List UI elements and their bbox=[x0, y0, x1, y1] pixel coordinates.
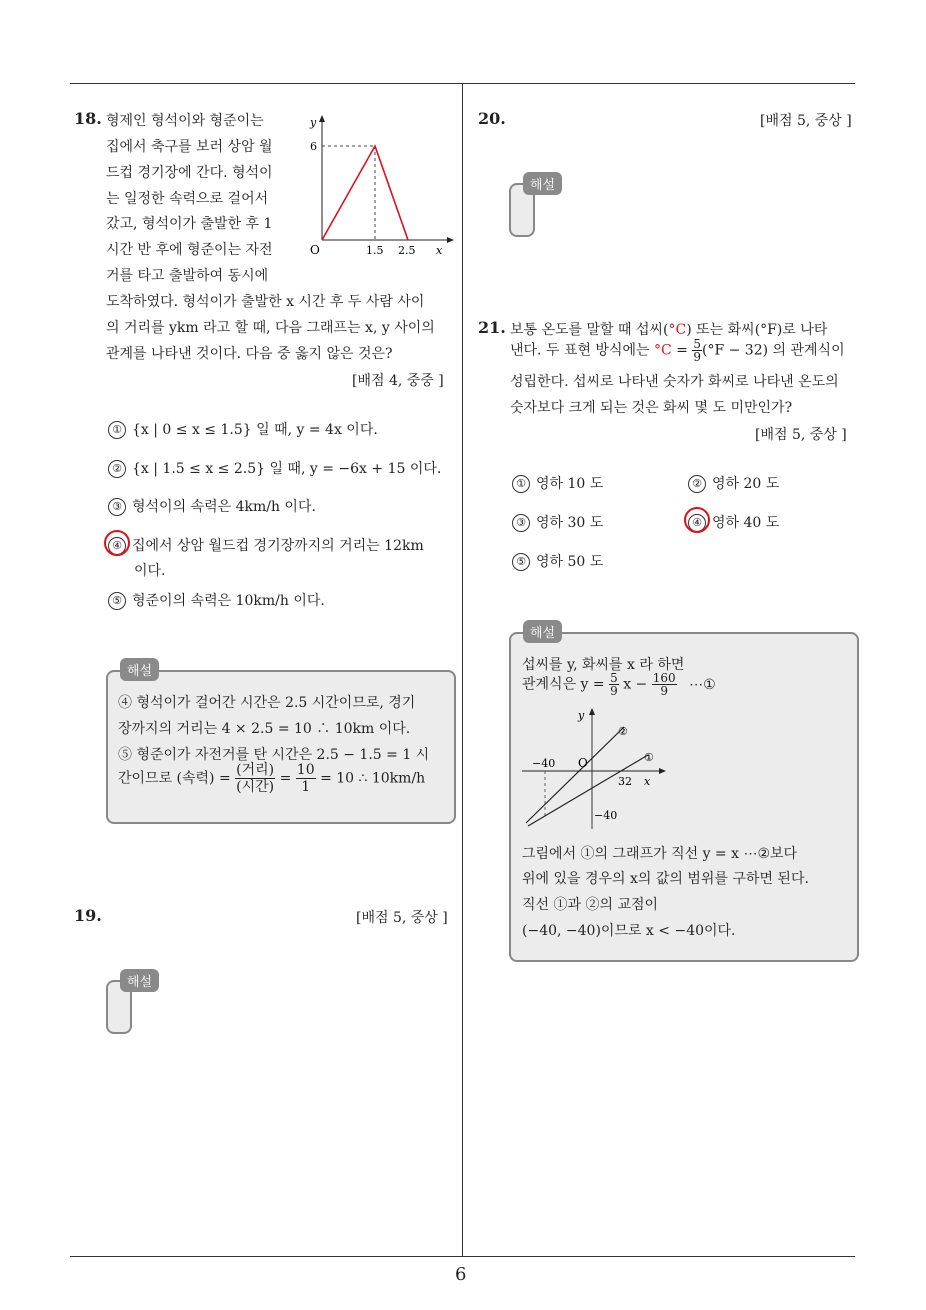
q21-line-1 bbox=[510, 319, 827, 339]
q18-option-1[interactable] bbox=[108, 419, 378, 439]
q18-line-1: 형제인 형석이와 형준이는 bbox=[106, 113, 264, 129]
q18-line-9: 의 거리를 ykm 라고 할 때, 다음 그래프는 x, y 사이의 bbox=[106, 320, 435, 336]
q21-sol-line-2a: 관계식은 y = bbox=[522, 676, 605, 693]
q20-score: [배점 5, 중상 ] bbox=[760, 113, 852, 129]
q21-line-2b: (°F − 32) 의 관계식이 bbox=[701, 342, 845, 359]
q18-solution-line-1: ④ 형석이가 걸어간 시간은 2.5 시간이므로, 경기 bbox=[118, 695, 416, 711]
q21-option-4-text: 영하 40 도 bbox=[712, 515, 780, 531]
q21-graph-origin: O bbox=[578, 756, 588, 770]
q21-line-1b: ) 또는 화씨(°F)로 나타 bbox=[686, 322, 828, 338]
q18-option-4-cont: 이다. bbox=[134, 563, 166, 579]
q18-graph bbox=[298, 112, 458, 264]
q20-solution-tag: 해설 bbox=[523, 172, 562, 195]
q18-graph-x-label: x bbox=[436, 244, 443, 257]
column-divider bbox=[462, 83, 463, 1257]
q21-line-1-celsius: °C bbox=[668, 322, 687, 338]
q18-solution-tag: 해설 bbox=[120, 658, 159, 681]
q21-solution-line-4: 위에 있을 경우의 x의 값의 범위를 구하면 된다. bbox=[522, 871, 809, 887]
q21-number: 21. bbox=[478, 318, 506, 337]
q21-graph-x32: 32 bbox=[618, 775, 632, 788]
q18-option-5-text: 형준이의 속력은 10km/h 이다. bbox=[132, 593, 325, 609]
q21-answer-mark bbox=[684, 507, 710, 533]
q18-option-2-text: {x | 1.5 ≤ x ≤ 2.5} 일 때, y = −6x + 15 이다. bbox=[132, 461, 442, 477]
q21-option-4-mark: ④ bbox=[688, 514, 706, 532]
q18-line-5: 갔고, 형석이가 출발한 후 1 bbox=[106, 216, 273, 232]
q21-graph bbox=[518, 705, 668, 833]
q18-solution-eq: = bbox=[279, 770, 292, 787]
q21-solution-tag: 해설 bbox=[523, 620, 562, 643]
q21-option-1-text: 영하 10 도 bbox=[536, 476, 604, 492]
q18-option-5-mark: ⑤ bbox=[108, 592, 126, 610]
q18-option-2-mark: ② bbox=[108, 460, 126, 478]
q18-frac-2-den: 1 bbox=[301, 779, 311, 795]
q18-line-4: 는 일정한 속력으로 걸어서 bbox=[106, 191, 269, 207]
q18-score: [배점 4, 중중 ] bbox=[352, 373, 444, 389]
q18-option-3[interactable] bbox=[108, 496, 316, 516]
q18-option-2[interactable] bbox=[108, 458, 441, 478]
q21-option-1[interactable] bbox=[512, 473, 603, 493]
q21-sol-frac-2-den: 9 bbox=[660, 684, 668, 698]
q21-graph-line-2-label: ② bbox=[618, 725, 628, 738]
q21-frac-den: 9 bbox=[693, 350, 701, 364]
q18-graph-x-tick-2: 2.5 bbox=[398, 244, 416, 257]
q20-number: 20. bbox=[478, 109, 506, 128]
q18-solution-frac-2 bbox=[296, 762, 316, 795]
q18-solution-line-3: ⑤ 형준이가 자전거를 탄 시간은 2.5 − 1.5 = 1 시 bbox=[118, 747, 430, 763]
q18-option-4[interactable] bbox=[108, 535, 424, 555]
q21-sol-frac-1-num: 5 bbox=[610, 671, 618, 685]
q21-option-1-mark: ① bbox=[512, 475, 530, 493]
q21-solution-line-2 bbox=[522, 672, 716, 697]
q21-graph-x-label: x bbox=[644, 775, 651, 788]
q18-graph-x-tick-1: 1.5 bbox=[366, 244, 384, 257]
q21-graph-y-label: y bbox=[578, 709, 585, 722]
page-number: 6 bbox=[455, 1264, 467, 1285]
q21-line-4: 숫자보다 크게 되는 것은 화씨 몇 도 미만인가? bbox=[510, 400, 793, 416]
q18-option-3-text: 형석이의 속력은 4km/h 이다. bbox=[132, 499, 316, 515]
q21-option-2-text: 영하 20 도 bbox=[712, 476, 780, 492]
q21-line-3: 성립한다. 섭씨로 나타낸 숫자가 화씨로 나타낸 온도의 bbox=[510, 374, 839, 390]
q21-line-2a: 낸다. 두 표현 방식에는 bbox=[510, 342, 650, 359]
q18-line-8: 도착하였다. 형석이가 출발한 x 시간 후 두 사람 사이 bbox=[106, 294, 425, 310]
q21-line-2-eq: = bbox=[676, 342, 688, 359]
q18-option-4-mark: ④ bbox=[108, 537, 126, 555]
q18-option-5[interactable] bbox=[108, 590, 325, 610]
q18-solution-line-2: 장까지의 거리는 4 × 2.5 = 10 ∴ 10km 이다. bbox=[118, 721, 411, 737]
q18-line-2: 집에서 축구를 보러 상암 월 bbox=[106, 139, 273, 155]
q21-sol-frac-2 bbox=[652, 672, 677, 697]
q21-option-2[interactable] bbox=[688, 473, 779, 493]
q18-graph-y-label: y bbox=[310, 116, 317, 129]
q21-solution-line-5: 직선 ①과 ②의 교점이 bbox=[522, 897, 659, 913]
q18-line-6: 시간 반 후에 형준이는 자전 bbox=[106, 242, 273, 258]
q18-line-3: 드컵 경기장에 간다. 형석이 bbox=[106, 165, 273, 181]
q21-graph-line-1-label: ① bbox=[644, 751, 654, 764]
q21-graph-neg40-y: −40 bbox=[594, 809, 618, 822]
q18-frac-1-den: (시간) bbox=[236, 779, 275, 795]
q18-graph-y-tick: 6 bbox=[310, 140, 317, 153]
q21-sol-frac-2-num: 160 bbox=[652, 671, 676, 685]
q21-option-5-mark: ⑤ bbox=[512, 553, 530, 571]
q21-sol-line-2b: x − bbox=[623, 676, 648, 693]
q18-option-3-mark: ③ bbox=[108, 498, 126, 516]
q18-line-7: 거를 타고 출발하여 동시에 bbox=[106, 268, 269, 284]
q18-option-1-text: {x | 0 ≤ x ≤ 1.5} 일 때, y = 4x 이다. bbox=[132, 422, 378, 438]
q18-solution-frac-1 bbox=[235, 762, 275, 795]
q21-sol-frac-1-den: 9 bbox=[610, 684, 618, 698]
q18-answer-mark bbox=[104, 530, 130, 556]
q21-line-1a: 보통 온도를 말할 때 섭씨( bbox=[510, 322, 669, 338]
q18-frac-2-num: 10 bbox=[296, 762, 315, 778]
q18-number: 18. bbox=[74, 109, 102, 128]
q21-frac-num: 5 bbox=[693, 337, 701, 351]
q21-sol-frac-1 bbox=[609, 672, 619, 697]
q21-line-2-frac bbox=[692, 338, 702, 363]
q18-solution-speed-label: 간이므로 (속력) = bbox=[118, 770, 231, 787]
q21-option-2-mark: ② bbox=[688, 475, 706, 493]
q21-option-3[interactable] bbox=[512, 512, 603, 532]
q21-line-2-celsius: °C bbox=[653, 342, 672, 359]
q21-graph-neg40-x: −40 bbox=[532, 757, 556, 770]
q21-option-3-mark: ③ bbox=[512, 514, 530, 532]
q21-score: [배점 5, 중상 ] bbox=[755, 427, 847, 443]
q21-solution-line-3: 그림에서 ①의 그래프가 직선 y = x ⋯②보다 bbox=[522, 846, 798, 862]
q19-solution-tag: 해설 bbox=[120, 969, 159, 992]
q18-frac-1-num: (거리) bbox=[236, 762, 275, 778]
q18-option-4-text: 집에서 상암 월드컵 경기장까지의 거리는 12km bbox=[132, 538, 424, 554]
q18-line-10: 관계를 나타낸 것이다. 다음 중 옳지 않은 것은? bbox=[106, 346, 393, 362]
q21-option-5[interactable] bbox=[512, 551, 603, 571]
q21-solution-line-6: (−40, −40)이므로 x < −40이다. bbox=[522, 923, 736, 939]
q21-solution-line-1: 섭씨를 y, 화씨를 x 라 하면 bbox=[522, 657, 685, 673]
q18-solution-line-4 bbox=[118, 762, 425, 795]
q21-sol-line-2c: ⋯① bbox=[689, 676, 716, 693]
q18-option-1-mark: ① bbox=[108, 421, 126, 439]
q21-option-5-text: 영하 50 도 bbox=[536, 554, 604, 570]
q18-graph-origin: O bbox=[310, 243, 320, 257]
q21-option-3-text: 영하 30 도 bbox=[536, 515, 604, 531]
q21-line-2 bbox=[510, 338, 845, 363]
q19-number: 19. bbox=[74, 906, 102, 925]
q18-solution-end: = 10 ∴ 10km/h bbox=[320, 770, 426, 787]
q19-score: [배점 5, 중상 ] bbox=[356, 910, 448, 926]
